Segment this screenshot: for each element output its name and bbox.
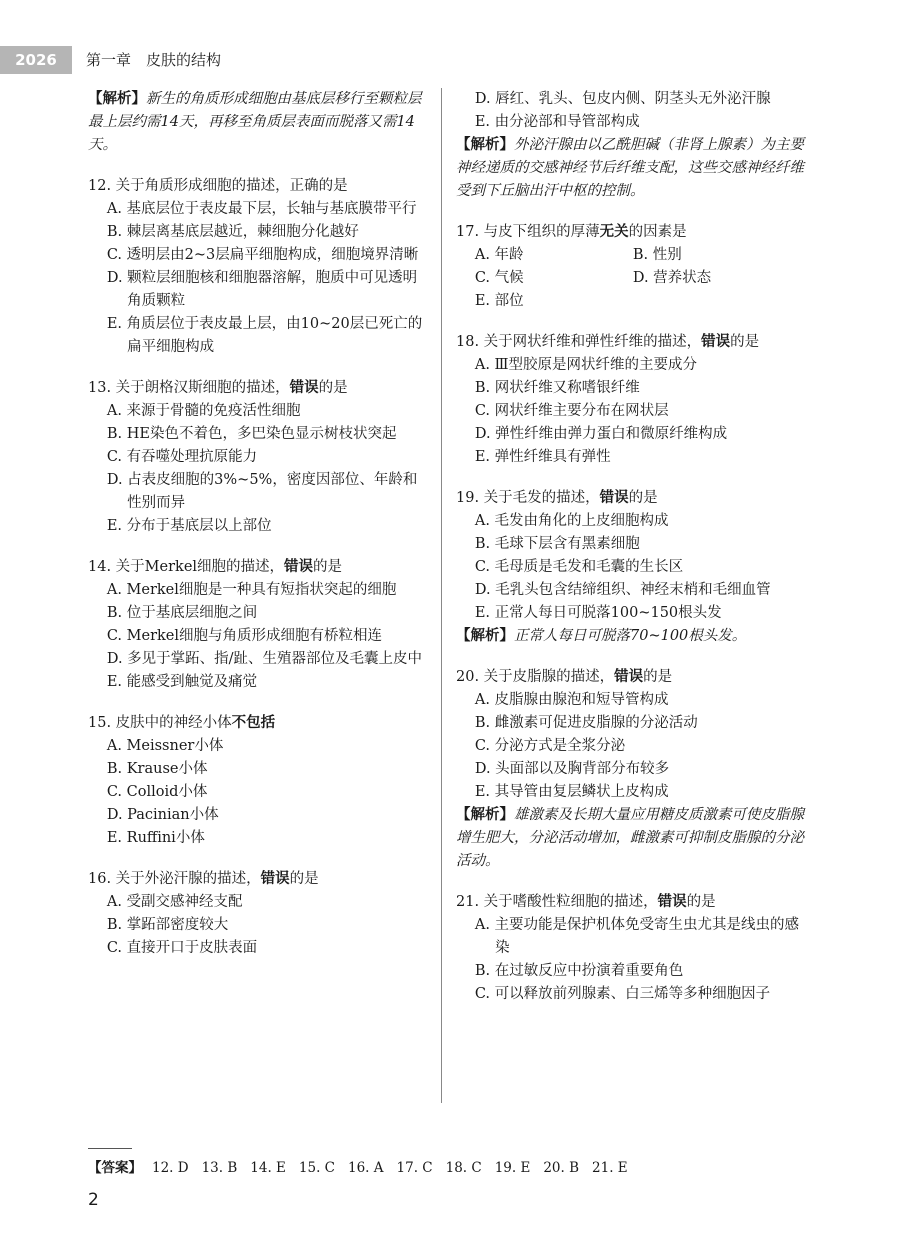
option: B. 雌激素可促进皮脂腺的分泌活动 bbox=[474, 715, 698, 731]
option: B. 在过敏反应中扮演着重要角色 bbox=[474, 963, 684, 979]
option: A. 受副交感神经支配 bbox=[106, 894, 243, 910]
question-stem bbox=[456, 221, 808, 244]
question-stem bbox=[456, 331, 808, 354]
answer-item: 13. B bbox=[201, 1160, 238, 1176]
option: C. 透明层由2~3层扁平细胞构成，细胞境界清晰 bbox=[106, 247, 419, 263]
option: A. Ⅲ型胶原是网状纤维的主要成分 bbox=[474, 357, 698, 373]
question-tail: 的是 bbox=[313, 559, 343, 575]
option: E. 部位 bbox=[474, 293, 524, 309]
option: C. 可以释放前列腺素、白三烯等多种细胞因子 bbox=[474, 986, 771, 1002]
option: C. Merkel细胞与角质形成细胞有桥粒相连 bbox=[106, 628, 383, 644]
option-row bbox=[456, 244, 808, 267]
option: C. 分泌方式是全浆分泌 bbox=[474, 738, 626, 754]
option: D. 占表皮细胞的3%~5%，密度因部位、年龄和性别而异 bbox=[106, 472, 418, 511]
page-number: 2 bbox=[88, 1190, 99, 1210]
answer-item: 20. B bbox=[543, 1160, 580, 1176]
question-16 bbox=[88, 868, 430, 960]
answer-item: 18. C bbox=[445, 1160, 482, 1176]
question-text: 关于朗格汉斯细胞的描述， bbox=[115, 380, 290, 396]
question-18 bbox=[456, 331, 808, 469]
answer-item: 12. D bbox=[152, 1160, 189, 1176]
question-number: 12. bbox=[88, 178, 112, 194]
analysis bbox=[456, 134, 808, 203]
option: C. 气候 bbox=[474, 270, 524, 286]
question-text: 关于网状纤维和弹性纤维的描述， bbox=[483, 334, 702, 350]
analysis-text: 正常人每日可脱落70~100根头发。 bbox=[514, 628, 747, 644]
option: B. HE染色不着色，多巴染色显示树枝状突起 bbox=[106, 426, 397, 442]
analysis bbox=[456, 804, 808, 873]
question-number: 14. bbox=[88, 559, 112, 575]
option: D. Pacinian小体 bbox=[106, 807, 219, 823]
question-tail: 的是 bbox=[686, 894, 716, 910]
question-text: 关于嗜酸性粒细胞的描述， bbox=[483, 894, 658, 910]
option: E. Ruffini小体 bbox=[106, 830, 205, 846]
answer-key bbox=[88, 1156, 641, 1176]
question-tail: 的是 bbox=[730, 334, 760, 350]
question-tail: 的是 bbox=[643, 669, 673, 685]
option: C. 有吞噬处理抗原能力 bbox=[106, 449, 258, 465]
question-emphasis: 错误 bbox=[701, 334, 731, 350]
question-stem bbox=[88, 868, 430, 891]
answer-item: 21. E bbox=[592, 1160, 628, 1176]
option: C. Colloid小体 bbox=[106, 784, 208, 800]
answer-label: 【答案】 bbox=[88, 1160, 142, 1176]
answer-item: 15. C bbox=[298, 1160, 335, 1176]
analysis bbox=[456, 625, 808, 648]
question-tail: 的是 bbox=[318, 380, 348, 396]
question-number: 17. bbox=[456, 224, 480, 240]
answer-item: 19. E bbox=[494, 1160, 531, 1176]
question-20 bbox=[456, 666, 808, 873]
option: B. 位于基底层细胞之间 bbox=[106, 605, 258, 621]
analysis-tag: 【解析】 bbox=[456, 628, 514, 644]
question-number: 16. bbox=[88, 871, 112, 887]
option: A. 毛发由角化的上皮细胞构成 bbox=[474, 513, 669, 529]
option: D. 头面部以及胸背部分布较多 bbox=[474, 761, 670, 777]
question-text: 关于Merkel细胞的描述， bbox=[115, 559, 285, 575]
question-text: 关于角质形成细胞的描述，正确的是 bbox=[115, 178, 348, 194]
option: E. 角质层位于表皮最上层，由10~20层已死亡的扁平细胞构成 bbox=[106, 316, 423, 355]
intro-analysis bbox=[88, 88, 430, 157]
question-15 bbox=[88, 712, 430, 850]
question-number: 13. bbox=[88, 380, 112, 396]
option: D. 唇红、乳头、包皮内侧、阴茎头无外泌汗腺 bbox=[474, 91, 771, 107]
question-stem bbox=[88, 556, 430, 579]
right-column bbox=[456, 88, 808, 1024]
option: E. 分布于基底层以上部位 bbox=[106, 518, 272, 534]
footnote-rule bbox=[88, 1148, 132, 1149]
question-stem bbox=[88, 712, 430, 735]
question-17 bbox=[456, 221, 808, 313]
answer-item: 17. C bbox=[396, 1160, 433, 1176]
question-text: 关于毛发的描述， bbox=[483, 490, 600, 506]
option: E. 能感受到触觉及痛觉 bbox=[106, 674, 258, 690]
option: C. 直接开口于皮肤表面 bbox=[106, 940, 258, 956]
option: D. 多见于掌跖、指/趾、生殖器部位及毛囊上皮中 bbox=[106, 651, 423, 667]
column-divider bbox=[441, 88, 442, 1103]
question-stem bbox=[456, 666, 808, 689]
option: C. 毛母质是毛发和毛囊的生长区 bbox=[474, 559, 684, 575]
option: D. 营养状态 bbox=[632, 270, 712, 286]
option: B. Krause小体 bbox=[106, 761, 208, 777]
option: B. 网状纤维又称嗜银纤维 bbox=[474, 380, 640, 396]
question-text: 皮肤中的神经小体 bbox=[115, 715, 232, 731]
question-text: 关于外泌汗腺的描述， bbox=[115, 871, 261, 887]
analysis-text: 雄激素及长期大量应用糖皮质激素可使皮脂腺增生肥大，分泌活动增加，雌激素可抑制皮脂腺的分泌活动。 bbox=[456, 807, 804, 869]
question-stem bbox=[88, 377, 430, 400]
option: A. 基底层位于表皮最下层，长轴与基底膜带平行 bbox=[106, 201, 417, 217]
option: E. 弹性纤维具有弹性 bbox=[474, 449, 611, 465]
question-stem bbox=[456, 487, 808, 510]
question-emphasis: 错误 bbox=[657, 894, 687, 910]
question-number: 21. bbox=[456, 894, 480, 910]
question-12 bbox=[88, 175, 430, 359]
question-tail: 的是 bbox=[289, 871, 319, 887]
option: E. 其导管由复层鳞状上皮构成 bbox=[474, 784, 669, 800]
option: A. Meissner小体 bbox=[106, 738, 224, 754]
year-badge: 2026 bbox=[0, 46, 72, 74]
option: D. 弹性纤维由弹力蛋白和微原纤维构成 bbox=[474, 426, 728, 442]
option: D. 颗粒层细胞核和细胞器溶解，胞质中可见透明角质颗粒 bbox=[106, 270, 418, 309]
question-emphasis: 错误 bbox=[284, 559, 314, 575]
chapter-title: 第一章 皮肤的结构 bbox=[86, 51, 222, 69]
option: B. 毛球下层含有黑素细胞 bbox=[474, 536, 640, 552]
analysis-text: 新生的角质形成细胞由基底层移行至颗粒层最上层约需14天，再移至角质层表面而脱落又需14天。 bbox=[88, 91, 422, 153]
option: A. 皮脂腺由腺泡和短导管构成 bbox=[474, 692, 669, 708]
question-stem bbox=[456, 891, 808, 914]
question-text: 关于皮脂腺的描述， bbox=[483, 669, 615, 685]
question-19 bbox=[456, 487, 808, 648]
left-column bbox=[88, 88, 430, 978]
question-number: 19. bbox=[456, 490, 480, 506]
analysis-text: 外泌汗腺由以乙酰胆碱（非肾上腺素）为主要神经递质的交感神经节后纤维支配，这些交感神经纤维受到下丘脑出汗中枢的控制。 bbox=[456, 137, 804, 199]
option: A. 年龄 bbox=[474, 247, 524, 263]
option: B. 掌跖部密度较大 bbox=[106, 917, 229, 933]
question-number: 20. bbox=[456, 669, 480, 685]
question-number: 15. bbox=[88, 715, 112, 731]
question-tail: 的因素是 bbox=[628, 224, 687, 240]
question-21 bbox=[456, 891, 808, 1006]
analysis-tag: 【解析】 bbox=[88, 91, 146, 107]
option: D. 毛乳头包含结缔组织、神经末梢和毛细血管 bbox=[474, 582, 771, 598]
option: E. 正常人每日可脱落100~150根头发 bbox=[474, 605, 722, 621]
question-emphasis: 不包括 bbox=[231, 715, 276, 731]
option: E. 由分泌部和导管部构成 bbox=[474, 114, 640, 130]
question-emphasis: 错误 bbox=[614, 669, 644, 685]
analysis-tag: 【解析】 bbox=[456, 807, 514, 823]
question-tail: 的是 bbox=[628, 490, 658, 506]
question-stem bbox=[88, 175, 430, 198]
question-emphasis: 无关 bbox=[599, 224, 629, 240]
question-emphasis: 错误 bbox=[599, 490, 629, 506]
question-16-continued bbox=[456, 88, 808, 203]
page-header bbox=[0, 46, 900, 74]
option: A. Merkel细胞是一种具有短指状突起的细胞 bbox=[106, 582, 397, 598]
option-row bbox=[456, 267, 808, 290]
question-emphasis: 错误 bbox=[260, 871, 290, 887]
option: B. 棘层离基底层越近，棘细胞分化越好 bbox=[106, 224, 359, 240]
option: A. 来源于骨髓的免疫活性细胞 bbox=[106, 403, 301, 419]
question-14 bbox=[88, 556, 430, 694]
analysis-tag: 【解析】 bbox=[456, 137, 514, 153]
option: C. 网状纤维主要分布在网状层 bbox=[474, 403, 669, 419]
question-emphasis: 错误 bbox=[289, 380, 319, 396]
option: A. 主要功能是保护机体免受寄生虫尤其是线虫的感染 bbox=[474, 917, 800, 956]
question-number: 18. bbox=[456, 334, 480, 350]
answer-item: 14. E bbox=[250, 1160, 286, 1176]
question-text: 与皮下组织的厚薄 bbox=[483, 224, 600, 240]
option: B. 性别 bbox=[632, 247, 682, 263]
question-13 bbox=[88, 377, 430, 538]
answer-item: 16. A bbox=[348, 1160, 384, 1176]
